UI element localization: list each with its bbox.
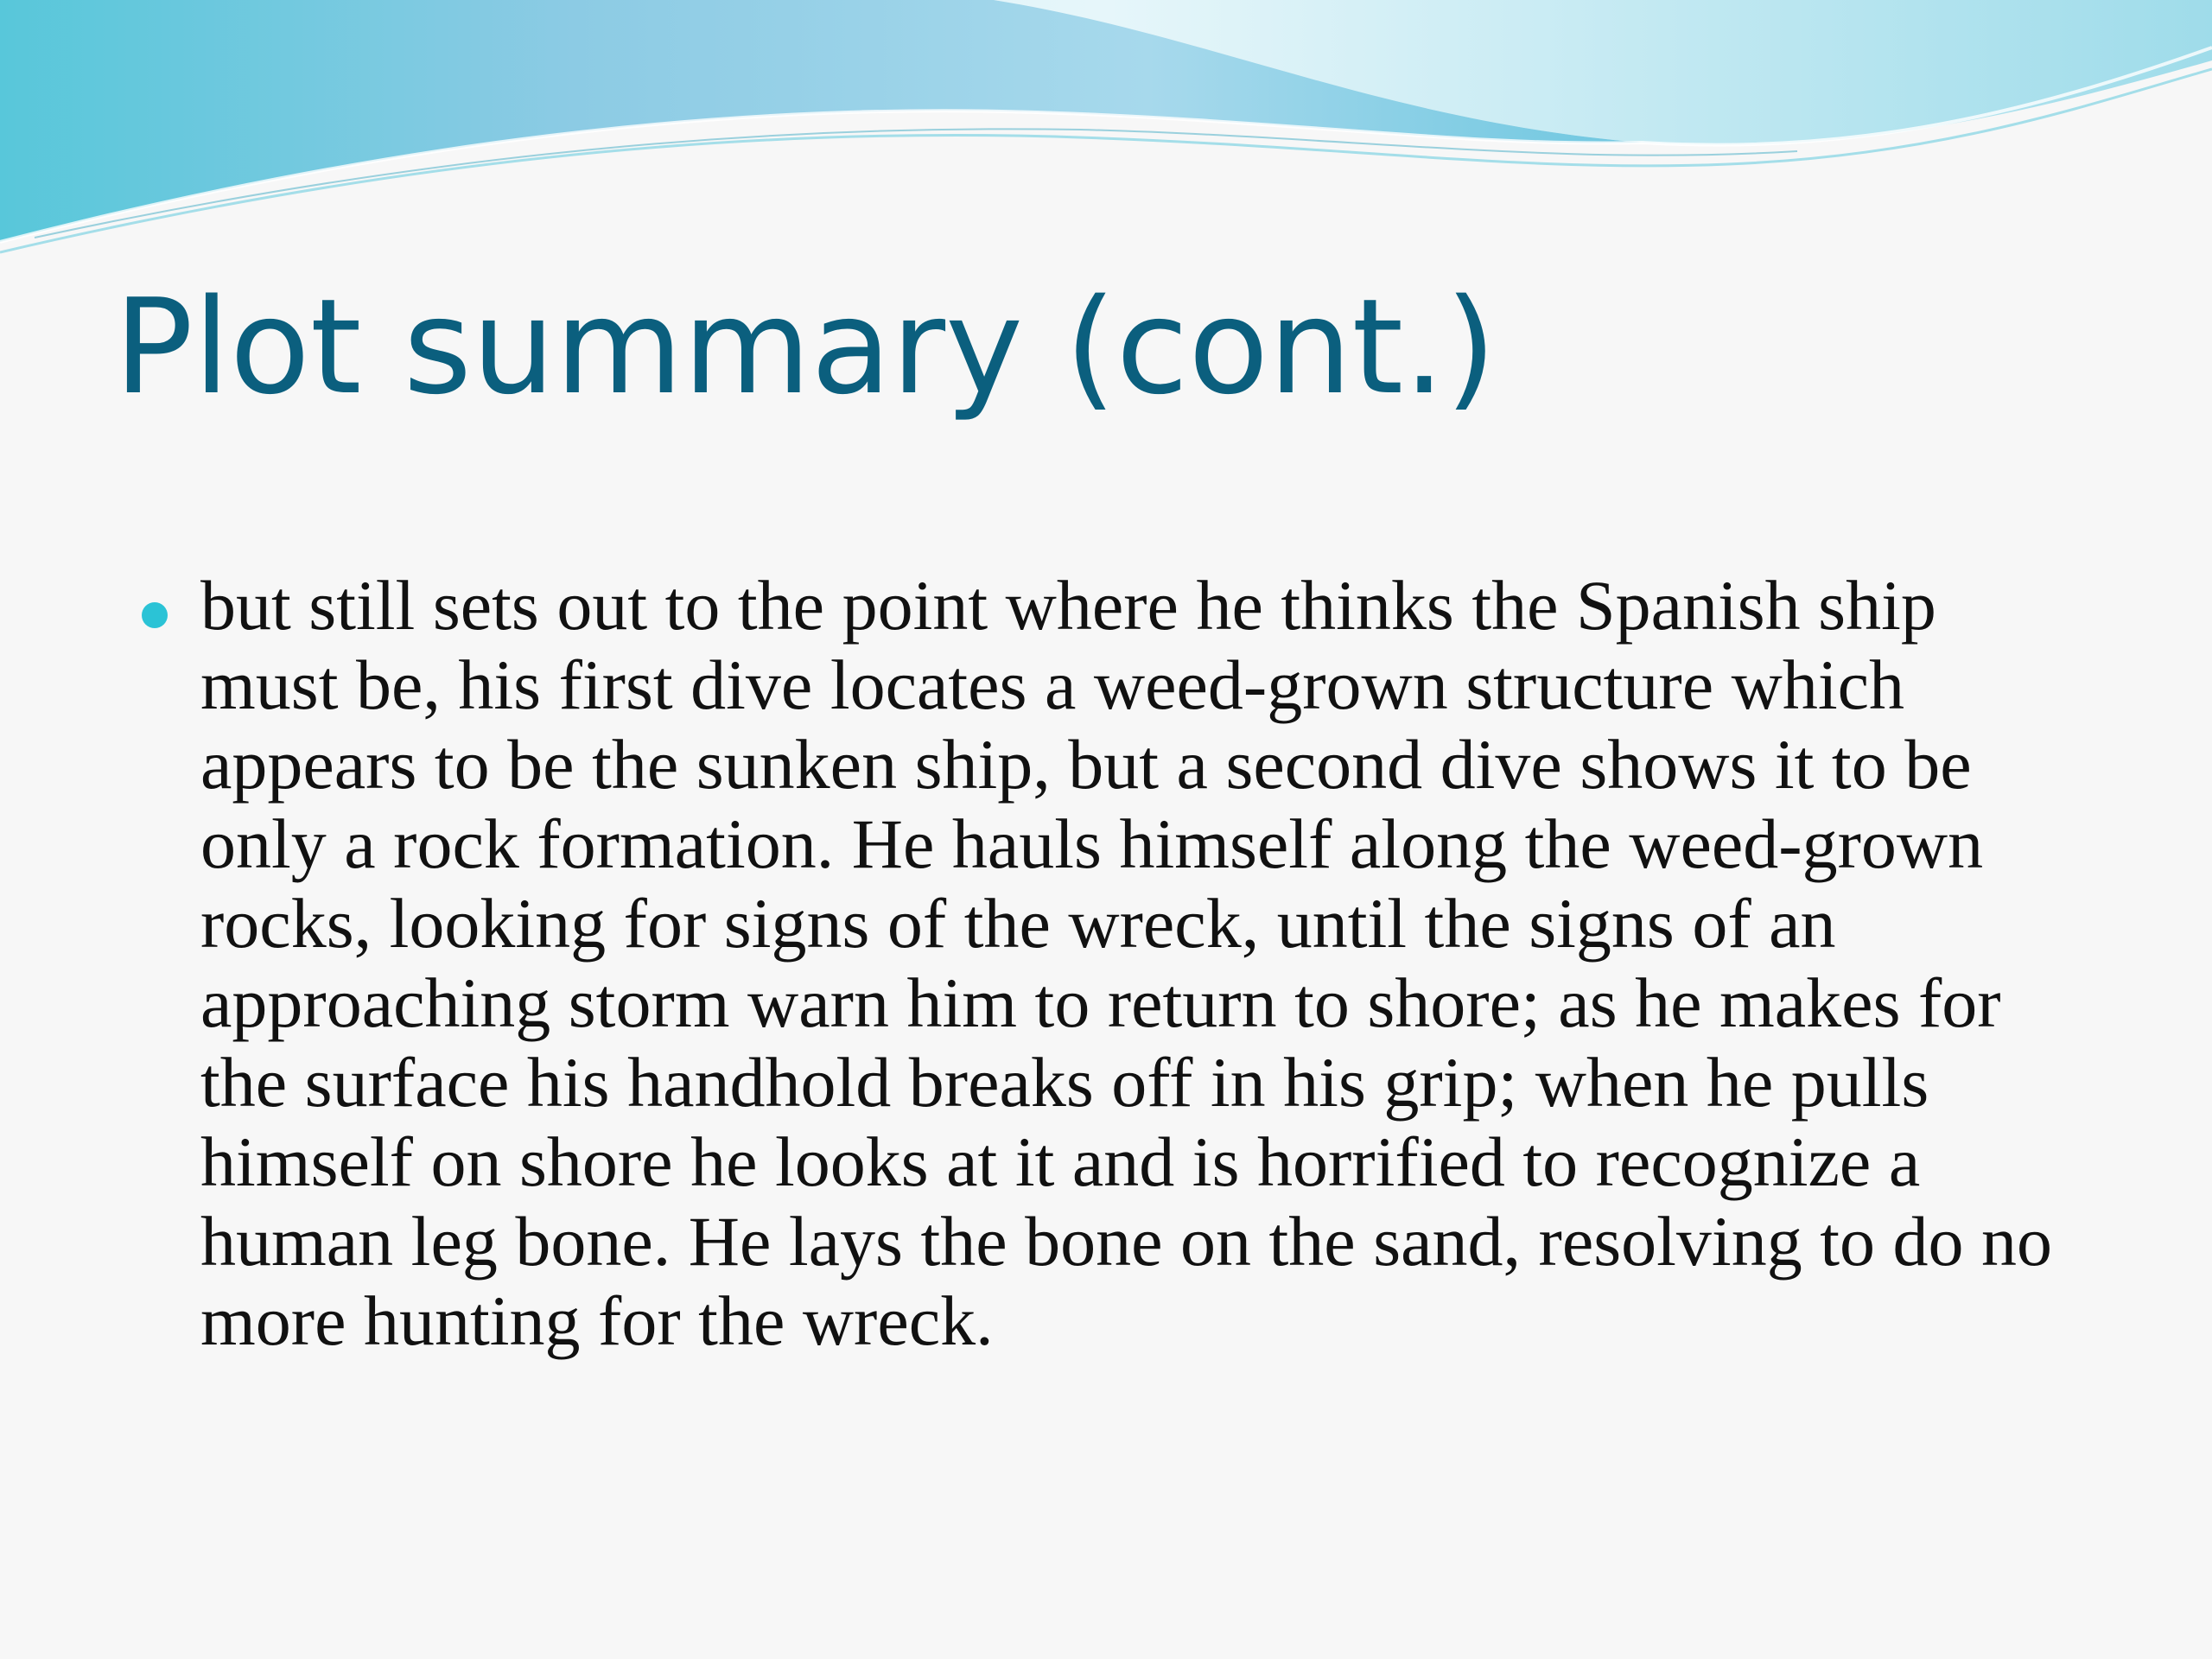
bullet-text: but still sets out to the point where he thinks the Spanish ship must be, his first dive locates a weed-grown structure which appears to be the sunken ship, but a second dive shows it to be only a rock formation. He hauls himself along the weed-grown rocks, looking for signs of the wreck, until the signs of an approaching storm warn him to return to shore; as he makes for the surface his handhold breaks off in his grip; when he pulls himself on shore he looks at it and is horrified to recognize a human leg bone. He lays the bone on the sand, resolving to do no more hunting for the wreck. bbox=[200, 566, 2052, 1360]
bullet-item bbox=[138, 566, 2082, 1361]
slide-title: Plot summary (cont.) bbox=[114, 270, 1497, 423]
header-wave-decoration bbox=[0, 0, 2212, 276]
bullet-dot-icon bbox=[142, 602, 168, 628]
slide-body bbox=[138, 566, 2082, 1361]
